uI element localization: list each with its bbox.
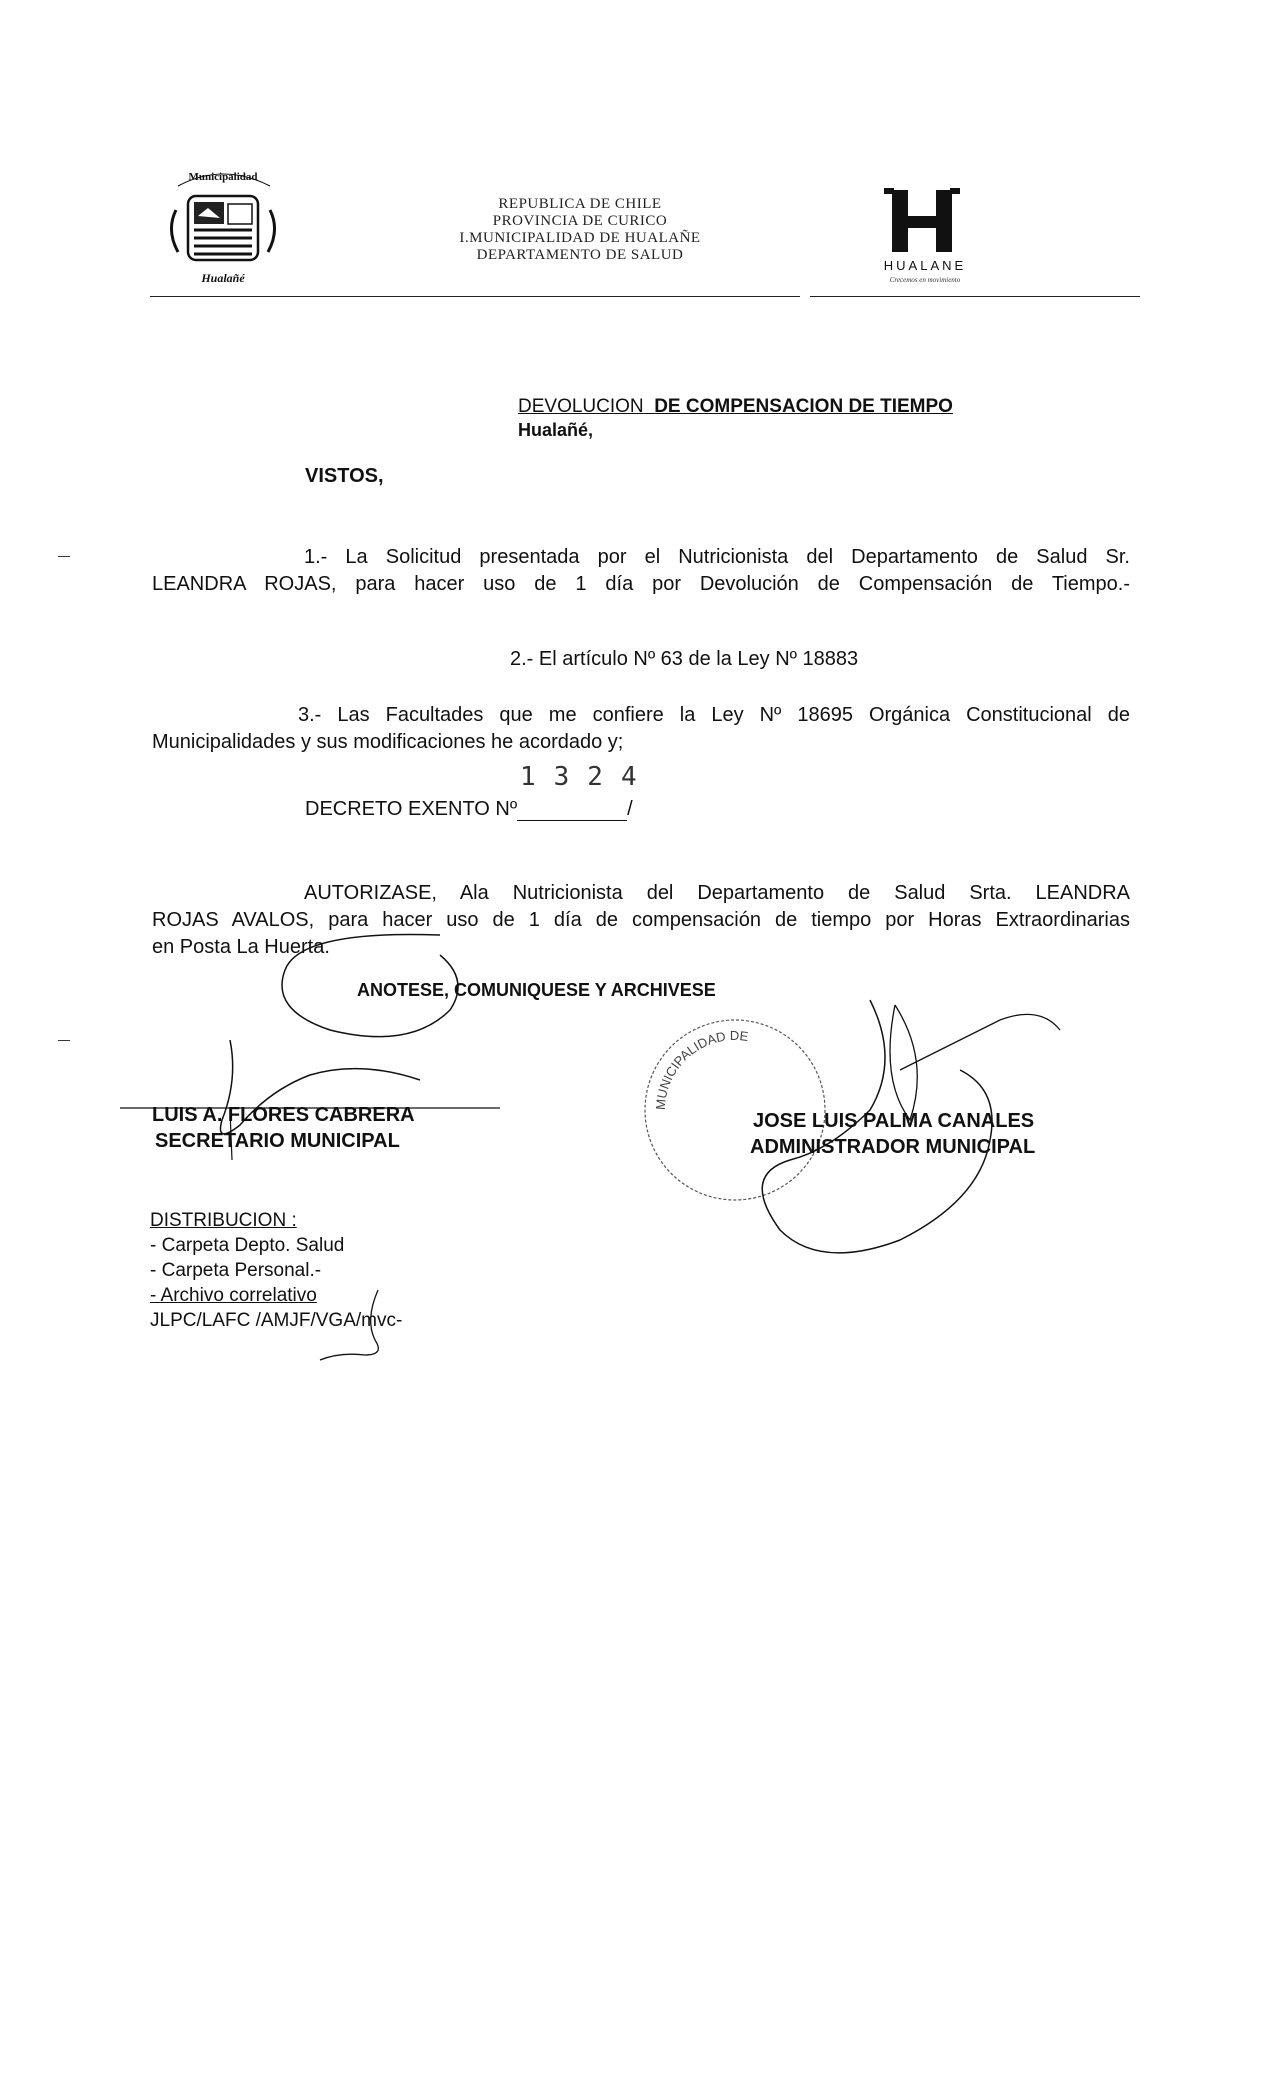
stamp-text: MUNICIPALIDAD DE: [652, 1027, 750, 1111]
decree-suffix: /: [627, 798, 633, 820]
paragraph-3-line1: 3.- Las Facultades que me confiere la Ley Nº 18695 Orgánica Constitucional de: [298, 704, 1130, 726]
svg-text:Hualañé: Hualañé: [201, 271, 245, 285]
vistos-heading: VISTOS,: [305, 465, 384, 487]
hualane-logo-name: HUALANE: [883, 258, 967, 273]
header-line-republic: REPUBLICA DE CHILE: [498, 196, 662, 212]
anotese-line: ANOTESE, COMUNIQUESE Y ARCHIVESE: [357, 980, 716, 1000]
document-place: Hualañé,: [518, 420, 594, 440]
handwritten-decree-number: 1324: [520, 762, 655, 792]
decree-label: DECRETO EXENTO Nº: [305, 798, 518, 820]
authorization-line1: AUTORIZASE, Ala Nutricionista del Departamento de Salud Srta. LEANDRA: [304, 882, 1130, 904]
paragraph-1-line2: LEANDRA ROJAS, para hacer uso de 1 día por Devolución de Compensación de Tiempo.-: [152, 573, 1130, 595]
left-signer-role: SECRETARIO MUNICIPAL: [155, 1130, 400, 1152]
header-line-municipality: I.MUNICIPALIDAD DE HUALAÑE: [459, 230, 701, 246]
paragraph-3-line2: Municipalidades y sus modificaciones he acordado y;: [152, 731, 624, 753]
header-line-province: PROVINCIA DE CURICO: [492, 213, 668, 229]
right-signer-role: ADMINISTRADOR MUNICIPAL: [750, 1136, 1036, 1158]
distribution-item-1: - Carpeta Depto. Salud: [150, 1235, 345, 1256]
title-part1: DEVOLUCION: [518, 396, 644, 417]
left-signer-name: LUIS A. FLORES CABRERA: [152, 1104, 415, 1126]
authorization-line2: ROJAS AVALOS, para hacer uso de 1 día de compensación de tiempo por Horas Extraordinarias: [152, 909, 1130, 931]
authorization-line3: en Posta La Huerta.: [152, 936, 330, 958]
distribution-heading: DISTRIBUCION :: [150, 1210, 297, 1231]
header-line-department: DEPARTAMENTO DE SALUD: [476, 247, 684, 263]
svg-text:Municipalidad: Municipalidad: [188, 171, 258, 183]
distribution-item-3: - Archivo correlativo: [150, 1285, 317, 1306]
distribution-initials: JLPC/LAFC /AMJF/VGA/mvc-: [150, 1310, 403, 1331]
right-signer-name: JOSE LUIS PALMA CANALES: [753, 1110, 1035, 1132]
paragraph-1-line1: 1.- La Solicitud presentada por el Nutricionista del Departamento de Salud Sr.: [304, 546, 1130, 568]
title-part2: DE COMPENSACION DE TIEMPO: [654, 396, 953, 417]
paragraph-2: 2.- El artículo Nº 63 de la Ley Nº 18883: [510, 648, 859, 670]
hualane-logo-tagline: Crecemos en movimiento: [889, 276, 961, 284]
distribution-item-2: - Carpeta Personal.-: [150, 1260, 322, 1281]
